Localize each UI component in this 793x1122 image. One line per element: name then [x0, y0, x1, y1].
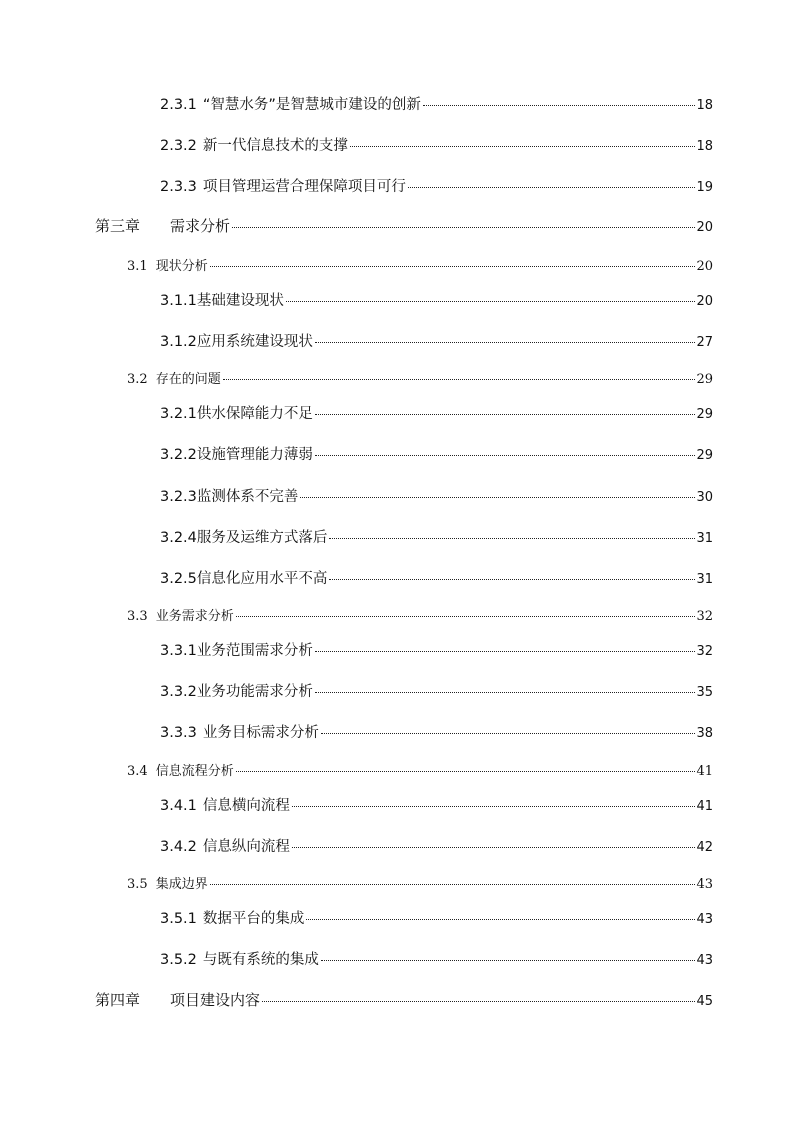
toc-entry-page: 41: [696, 799, 713, 814]
toc-entry[interactable]: [160, 402, 713, 423]
toc-entry-number: 第三章: [95, 217, 141, 235]
toc-entry-title: 信息纵向流程: [202, 839, 290, 855]
toc-entry[interactable]: [160, 289, 713, 310]
toc-leader-dots: [350, 146, 696, 147]
toc-leader-dots: [329, 538, 695, 539]
toc-entry[interactable]: [160, 794, 713, 815]
toc-leader-dots: [286, 301, 696, 302]
toc-entry-page: 29: [696, 448, 713, 463]
toc-entry-title: 服务及运维方式落后: [196, 530, 328, 546]
toc-entry-page: 32: [696, 609, 713, 624]
toc-entry[interactable]: [160, 680, 713, 701]
toc-entry-number: 3.1: [127, 259, 148, 274]
toc-entry-page: 20: [696, 220, 713, 235]
toc-entry-page: 32: [696, 644, 713, 659]
toc-entry[interactable]: [160, 175, 713, 196]
toc-entry-number: 3.1.2: [160, 334, 197, 350]
toc-entry-title: 项目管理运营合理保障项目可行: [202, 179, 406, 195]
toc-entry-page: 18: [696, 98, 713, 113]
toc-leader-dots: [321, 733, 696, 734]
toc-entry-number: 3.3: [127, 609, 148, 624]
toc-entry-title: 业务目标需求分析: [202, 725, 319, 741]
toc-entry-title: 基础建设现状: [196, 293, 284, 309]
toc-entry-title: 信息流程分析: [155, 764, 234, 779]
toc-entry-number: 2.3.3: [160, 179, 197, 195]
toc-entry-title: 应用系统建设现状: [196, 334, 313, 350]
toc-leader-dots: [292, 847, 696, 848]
toc-entry[interactable]: [160, 93, 713, 114]
toc-leader-dots: [300, 497, 695, 498]
toc-entry-number: 2.3.2: [160, 138, 197, 154]
toc-entry-number: 3.2: [127, 372, 148, 387]
toc-entry-page: 19: [696, 180, 713, 195]
toc-entry-number: 2.3.1: [160, 97, 197, 113]
toc-entry-page: 43: [696, 953, 713, 968]
toc-entry-page: 41: [696, 764, 713, 779]
toc-entry-title: 与既有系统的集成: [202, 952, 319, 968]
toc-entry-page: 27: [696, 335, 713, 350]
toc-entry[interactable]: [95, 215, 713, 236]
toc-entry-number: 3.5.2: [160, 952, 197, 968]
toc-leader-dots: [236, 616, 696, 617]
toc-entry[interactable]: [95, 989, 713, 1010]
toc-entry-title: 监测体系不完善: [196, 489, 299, 505]
toc-entry-title: 业务需求分析: [155, 609, 234, 624]
toc-entry[interactable]: [127, 255, 713, 274]
toc-entry-title: “智慧水务”是智慧城市建设的创新: [202, 97, 421, 113]
toc-entry-page: 30: [696, 490, 713, 505]
toc-entry-page: 45: [696, 994, 713, 1009]
toc-entry-page: 43: [696, 877, 713, 892]
toc-entry-number: 3.5: [127, 877, 148, 892]
toc-entry[interactable]: [127, 368, 713, 387]
toc-leader-dots: [210, 266, 696, 267]
toc-leader-dots: [315, 651, 696, 652]
toc-entry-number: 3.3.1: [160, 643, 197, 659]
toc-leader-dots: [315, 414, 696, 415]
toc-leader-dots: [329, 579, 695, 580]
toc-entry-page: 20: [696, 259, 713, 274]
toc-entry-number: 3.2.1: [160, 406, 197, 422]
toc-entry[interactable]: [127, 873, 713, 892]
toc-entry-page: 43: [696, 912, 713, 927]
toc-entry-title: 设施管理能力薄弱: [196, 447, 313, 463]
toc-entry-number: 3.4.1: [160, 798, 197, 814]
toc-entry-title: 需求分析: [170, 217, 231, 235]
toc-entry[interactable]: [160, 835, 713, 856]
toc-entry-number: 3.1.1: [160, 293, 197, 309]
toc-leader-dots: [232, 227, 695, 228]
toc-entry-title: 集成边界: [155, 877, 208, 892]
toc-entry-number: 3.3.2: [160, 684, 197, 700]
toc-entry-title: 数据平台的集成: [202, 911, 305, 927]
toc-entry-title: 项目建设内容: [170, 991, 261, 1009]
toc-entry-number: 3.2.4: [160, 530, 197, 546]
toc-entry-title: 供水保障能力不足: [196, 406, 313, 422]
toc-entry[interactable]: [127, 760, 713, 779]
toc-entry-page: 18: [696, 139, 713, 154]
toc-leader-dots: [210, 884, 696, 885]
toc-entry-number: 第四章: [95, 991, 141, 1009]
toc-leader-dots: [321, 960, 696, 961]
toc-leader-dots: [315, 692, 696, 693]
toc-leader-dots: [306, 919, 695, 920]
toc-entry[interactable]: [160, 330, 713, 351]
toc-entry-page: 20: [696, 294, 713, 309]
toc-leader-dots: [262, 1001, 695, 1002]
toc-leader-dots: [223, 379, 696, 380]
toc-entry[interactable]: [160, 443, 713, 464]
toc-leader-dots: [315, 342, 696, 343]
toc-leader-dots: [292, 806, 696, 807]
toc-entry[interactable]: [160, 134, 713, 155]
toc-entry-page: 29: [696, 407, 713, 422]
toc-entry-title: 信息化应用水平不高: [196, 571, 328, 587]
toc-entry-number: 3.2.3: [160, 489, 197, 505]
toc-entry-title: 信息横向流程: [202, 798, 290, 814]
toc-entry-page: 38: [696, 726, 713, 741]
toc-entry-title: 存在的问题: [155, 372, 221, 387]
toc-entry[interactable]: [160, 907, 713, 928]
toc-entry-page: 31: [696, 572, 713, 587]
toc-entry-page: 42: [696, 840, 713, 855]
toc-entry-number: 3.5.1: [160, 911, 197, 927]
toc-entry[interactable]: [160, 567, 713, 588]
toc-leader-dots: [315, 455, 696, 456]
toc-leader-dots: [408, 187, 696, 188]
toc-entry-number: 3.2.5: [160, 571, 197, 587]
toc-entry-number: 3.4.2: [160, 839, 197, 855]
toc-entry-page: 29: [696, 372, 713, 387]
toc-entry[interactable]: [160, 526, 713, 547]
toc-entry[interactable]: [127, 605, 713, 624]
toc-entry[interactable]: [160, 948, 713, 969]
toc-entry-number: 3.3.3: [160, 725, 197, 741]
toc-entry-title: 新一代信息技术的支撑: [202, 138, 348, 154]
toc-entry[interactable]: [160, 721, 713, 742]
toc-entry-title: 业务范围需求分析: [196, 643, 313, 659]
toc-entry-number: 3.4: [127, 764, 148, 779]
toc-leader-dots: [423, 105, 696, 106]
toc-entry-page: 35: [696, 685, 713, 700]
toc-entry[interactable]: [160, 639, 713, 660]
toc-entry-title: 现状分析: [155, 259, 208, 274]
toc-entry-title: 业务功能需求分析: [196, 684, 313, 700]
toc-entry-page: 31: [696, 531, 713, 546]
toc-entry-number: 3.2.2: [160, 447, 197, 463]
toc-leader-dots: [236, 771, 696, 772]
toc-entry[interactable]: [160, 485, 713, 506]
